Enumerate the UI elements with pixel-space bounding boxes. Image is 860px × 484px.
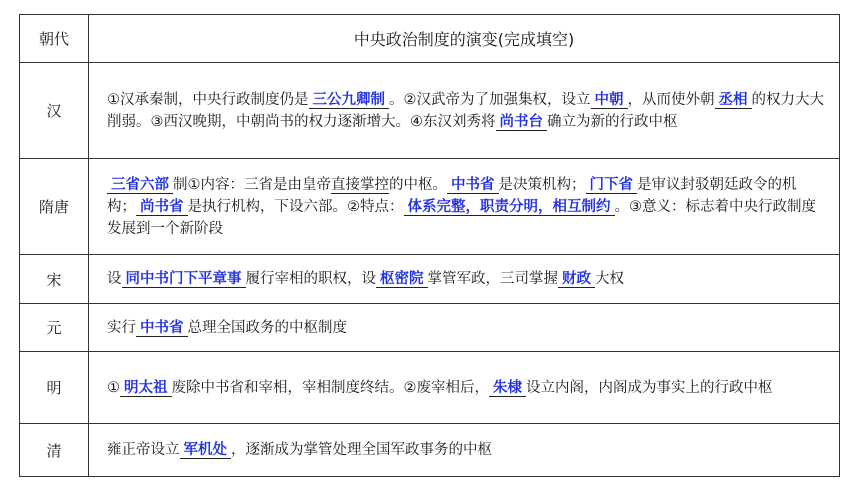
text-segment: 。③意义：标志着中央行政制度发展到一个新阶段 [107, 198, 816, 237]
fill-blank-answer: 中朝 [591, 92, 628, 109]
text-segment: 确立为新的行政中枢 [547, 113, 678, 130]
fill-blank-answer: 三省六部 [107, 177, 173, 194]
table-row [20, 304, 840, 352]
fill-blank-answer: 朱棣 [489, 380, 526, 397]
text-segment: 总理全国政务的中枢制度 [187, 319, 347, 336]
text-segment: 废除中书省和宰相，宰相制度终结。②废宰相后， [171, 379, 489, 396]
row-era: 清 [20, 424, 89, 477]
header-era: 朝代 [20, 15, 89, 63]
fill-blank-answer: 门下省 [586, 177, 638, 194]
text-segment: 是审议封驳朝廷政令的机构； [107, 176, 797, 215]
text-segment: 雍正帝设立 [107, 442, 180, 458]
row-era: 元 [20, 304, 89, 352]
text-segment: 的权力大大削弱。③西汉晚期，中朝尚书的权力逐渐增大。④东汉刘秀将 [107, 91, 824, 130]
table-row [20, 63, 840, 159]
fill-blank-answer: 枢密院 [376, 271, 428, 288]
policy-evolution-table [19, 14, 840, 477]
text-segment: 设立内阁，内阁成为事实上的行政中枢 [526, 379, 773, 396]
text-segment: ，逐渐成为掌管处理全国军政事务的中枢 [231, 442, 492, 458]
table-row [20, 352, 840, 424]
fill-blank-answer: 尚书省 [136, 199, 188, 216]
fill-blank-answer: 财政 [558, 271, 595, 288]
text-segment: 设 [107, 271, 122, 287]
row-content [89, 255, 840, 304]
fill-blank-answer: 中书省 [447, 177, 499, 194]
row-content [89, 63, 840, 159]
fill-blank-answer: 明太祖 [120, 380, 172, 397]
text-segment: 是执行机构，下设六部。②特点： [187, 198, 404, 215]
fill-blank-answer: 军机处 [180, 442, 232, 459]
row-content [89, 352, 840, 424]
underlined-text: 直接掌控 [331, 176, 389, 193]
fill-blank-answer: 体系完整，职责分明，相互制约 [404, 199, 615, 216]
text-segment: 大权 [595, 271, 624, 287]
text-segment: 制①内容：三省是由皇帝 [173, 176, 331, 193]
row-era: 明 [20, 352, 89, 424]
fill-blank-answer: 丞相 [715, 92, 752, 109]
text-segment: 实行 [107, 319, 136, 336]
text-segment: ，从而使外朝 [627, 91, 715, 108]
fill-blank-answer: 三公九卿制 [309, 92, 390, 109]
text-segment: 。②汉武帝为了加强集权，设立 [389, 91, 591, 108]
table-row [20, 159, 840, 255]
text-segment: ① [107, 379, 120, 396]
fill-blank-answer: 尚书台 [496, 114, 548, 131]
row-content [89, 424, 840, 477]
row-era: 隋唐 [20, 159, 89, 255]
fill-blank-answer: 中书省 [136, 320, 188, 337]
fill-blank-answer: 同中书门下平章事 [122, 271, 246, 288]
row-era: 宋 [20, 255, 89, 304]
row-era: 汉 [20, 63, 89, 159]
row-content [89, 159, 840, 255]
table-row [20, 424, 840, 477]
text-segment: 掌管军政，三司掌握 [427, 271, 558, 287]
text-segment: 是决策机构； [498, 176, 586, 193]
text-segment: 履行宰相的职权，设 [245, 271, 376, 287]
header-title: 中央政治制度的演变(完成填空) [89, 15, 840, 63]
row-content [89, 304, 840, 352]
text-segment: ①汉承秦制，中央行政制度仍是 [107, 91, 309, 108]
text-segment: 的中枢。 [389, 176, 447, 193]
table-row [20, 255, 840, 304]
header-row [20, 15, 840, 63]
